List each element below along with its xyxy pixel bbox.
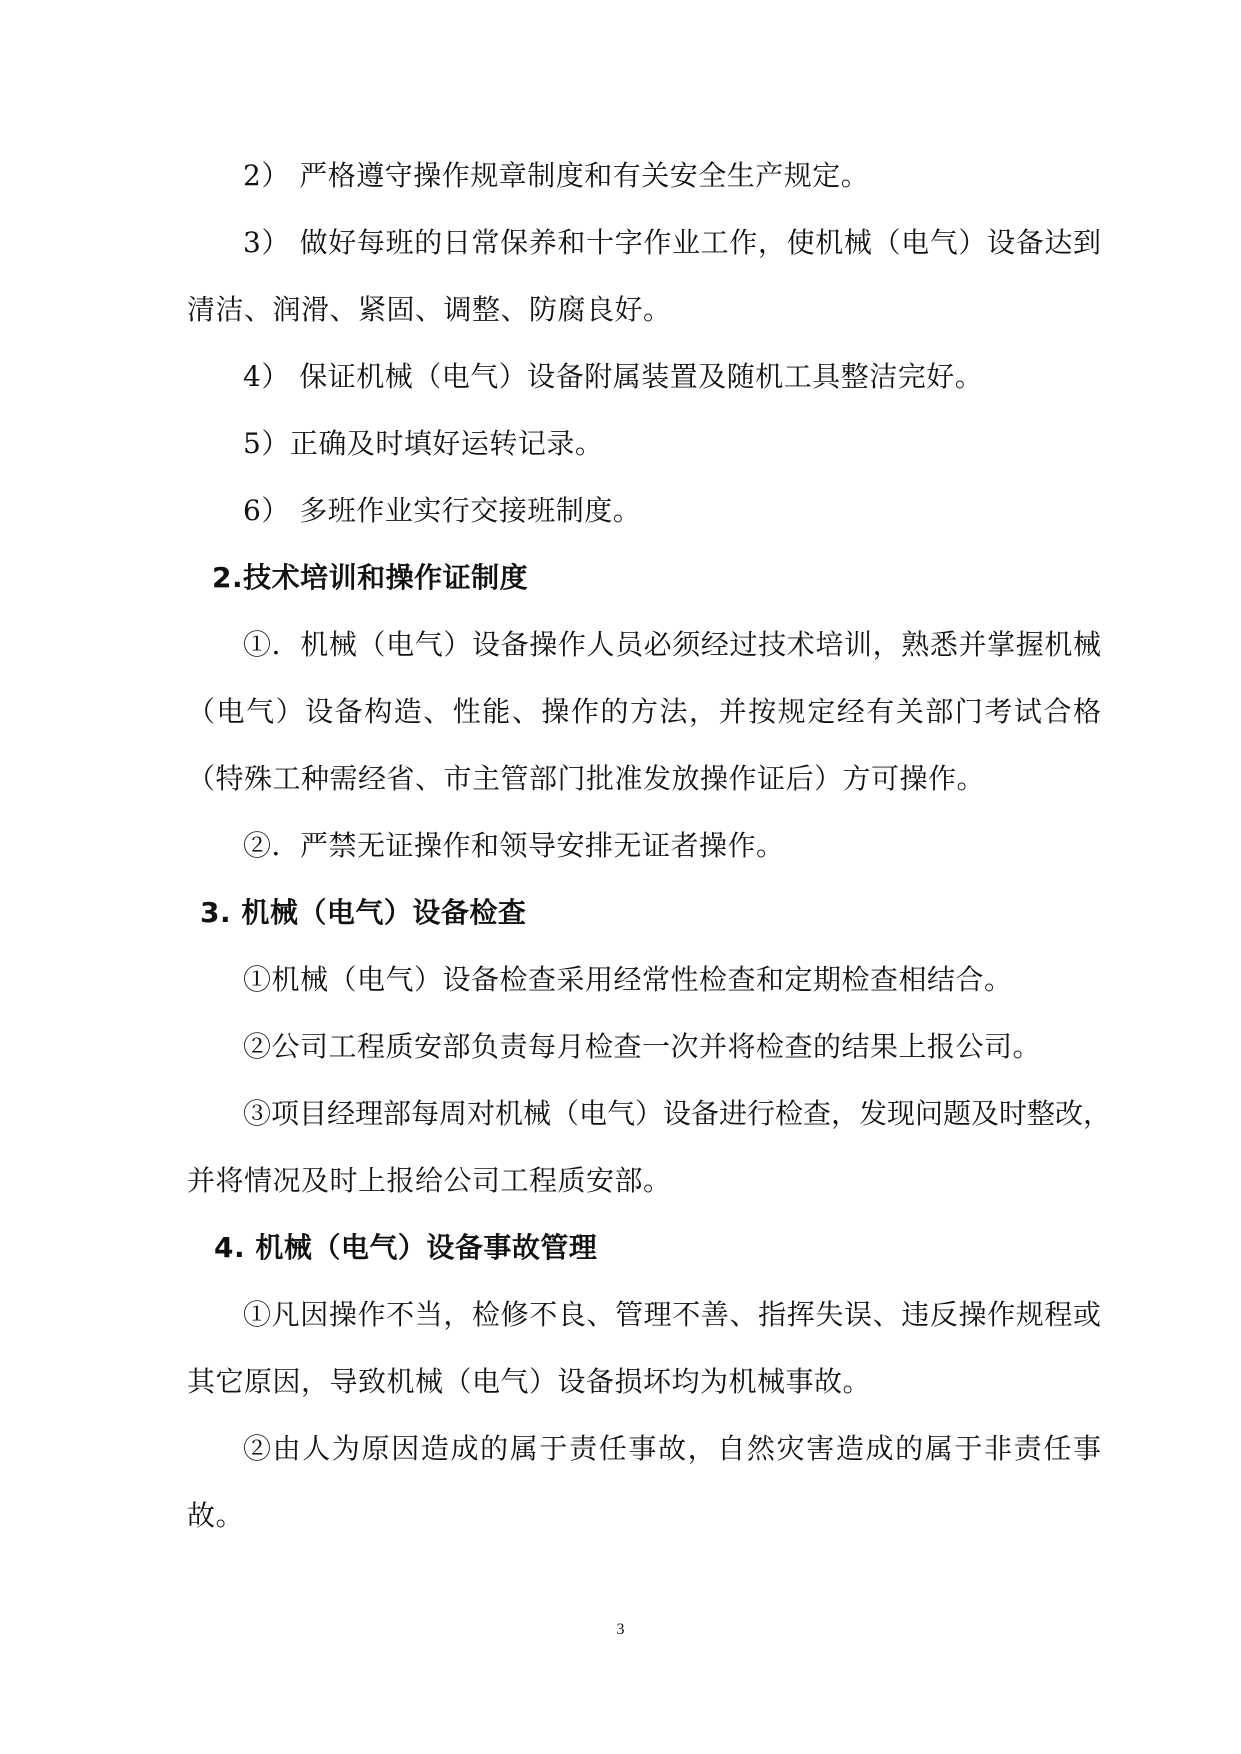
paragraph-3-3: ③项目经理部每周对机械（电气）设备进行检查，发现问题及时整改， — [243, 1097, 1112, 1130]
paragraph-4-2: ②由人为原因造成的属于责任事故，自然灾害造成的属于非责任事 — [243, 1432, 1101, 1465]
list-item-3: 3） 做好每班的日常保养和十字作业工作，使机械（电气）设备达到 — [243, 226, 1101, 259]
list-item-6: 6） 多班作业实行交接班制度。 — [243, 494, 642, 527]
paragraph-2-1: ①．机械（电气）设备操作人员必须经过技术培训，熟悉并掌握机械 — [243, 628, 1101, 661]
paragraph-3-3-continued: 并将情况及时上报给公司工程质安部。 — [187, 1164, 672, 1197]
section-heading-2: 2.技术培训和操作证制度 — [212, 561, 529, 594]
section-heading-4: 4. 机械（电气）设备事故管理 — [214, 1231, 598, 1264]
list-item-3-continued: 清洁、润滑、紧固、调整、防腐良好。 — [187, 293, 672, 326]
paragraph-3-1: ①机械（电气）设备检查采用经常性检查和定期检查相结合。 — [243, 963, 1013, 996]
paragraph-3-2: ②公司工程质安部负责每月检查一次并将检查的结果上报公司。 — [243, 1030, 1042, 1063]
section-heading-3: 3. 机械（电气）设备检查 — [200, 896, 527, 929]
list-item-2: 2） 严格遵守操作规章制度和有关安全生产规定。 — [243, 159, 870, 192]
page-number: 3 — [616, 1621, 625, 1638]
list-item-4: 4） 保证机械（电气）设备附属装置及随机工具整洁完好。 — [243, 360, 984, 393]
paragraph-4-1: ①凡因操作不当，检修不良、管理不善、指挥失误、违反操作规程或 — [243, 1298, 1101, 1331]
paragraph-2-1-continued: （电气）设备构造、性能、操作的方法，并按规定经有关部门考试合格 — [187, 695, 1101, 728]
paragraph-4-2-continued: 故。 — [187, 1499, 245, 1532]
list-item-5: 5）正确及时填好运转记录。 — [243, 427, 604, 460]
paragraph-4-1-continued: 其它原因，导致机械（电气）设备损坏均为机械事故。 — [187, 1365, 872, 1398]
paragraph-2-2: ②．严禁无证操作和领导安排无证者操作。 — [243, 829, 785, 862]
paragraph-2-1-end: （特殊工种需经省、市主管部门批准发放操作证后）方可操作。 — [187, 762, 986, 795]
